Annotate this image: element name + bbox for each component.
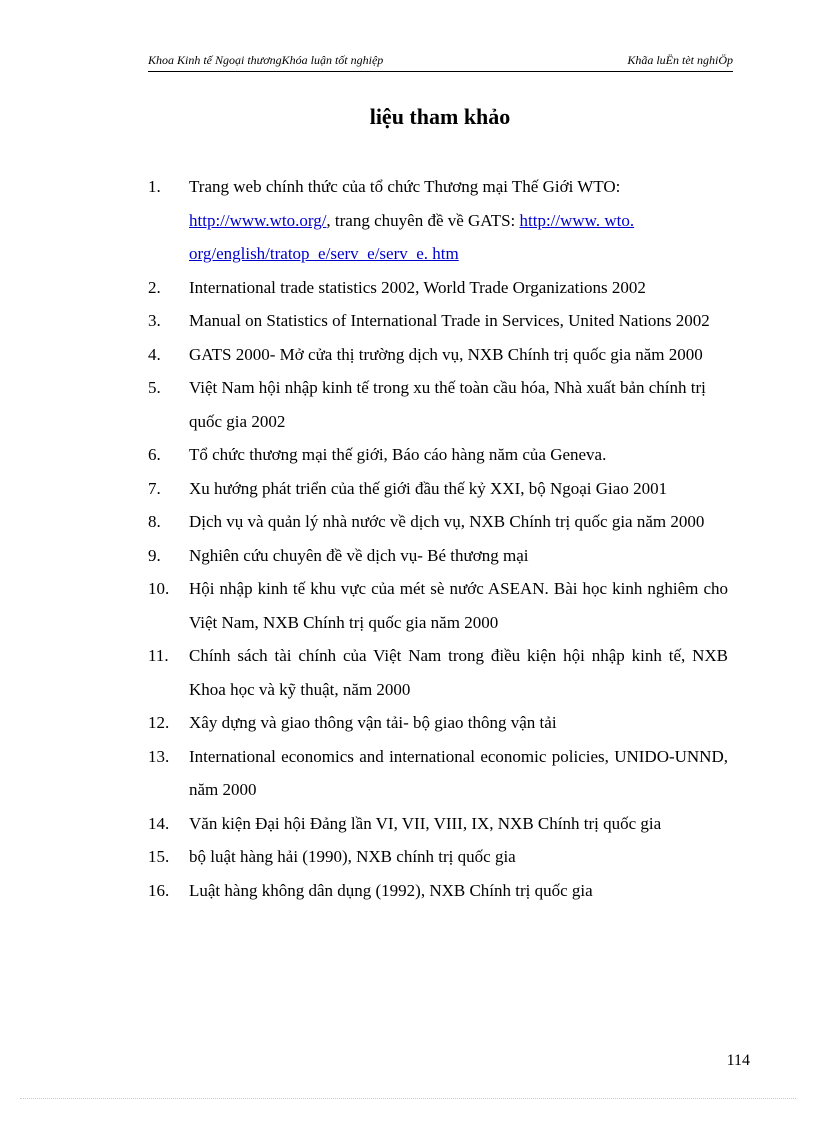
footer-divider [20, 1098, 796, 1099]
reference-text: Hội nhập kinh tế khu vực của mét sè nước ASEAN. Bài học kinh nghiêm cho Việt Nam, NXB Chính trị quốc gia năm 2000 [189, 579, 728, 632]
reference-text: Nghiên cứu chuyên đề về dịch vụ- Bé thương mại [189, 545, 529, 565]
header-right-text: Khãa luËn tèt nghiÖp [627, 53, 733, 67]
reference-number: 13. [148, 746, 170, 766]
reference-number: 2. [148, 277, 161, 297]
header-left-text: Khoa Kinh tế Ngoại thươngKhóa luận tốt nghiệp [148, 53, 384, 67]
reference-item [148, 639, 728, 706]
reference-text-part: , trang chuyên đề về GATS: [326, 210, 520, 230]
reference-text: Xây dựng và giao thông vận tải- bộ giao thông vận tải [189, 713, 557, 732]
reference-number: 9. [148, 545, 161, 565]
reference-number: 11. [148, 646, 169, 665]
reference-number: 4. [148, 344, 161, 364]
reference-number: 15. [148, 847, 170, 866]
reference-item [148, 505, 728, 539]
reference-item [148, 740, 728, 807]
gats-link[interactable]: http://www. wto. org/english/tratop_e/serv_e/serv_e. htm [189, 210, 635, 263]
reference-text: Chính sách tài chính của Việt Nam trong điều kiện hội nhập kinh tế, NXB Khoa học và kỹ thuật, năm 2000 [189, 646, 728, 699]
reference-item [148, 170, 728, 271]
reference-text: Dịch vụ và quản lý nhà nước về dịch vụ, NXB Chính trị quốc gia năm 2000 [189, 512, 705, 531]
reference-item [148, 840, 728, 874]
reference-number: 1. [148, 177, 161, 196]
reference-number: 3. [148, 311, 161, 330]
reference-text: Xu hướng phát triển của thế giới đầu thế kỷ XXI, bộ Ngoại Giao 2001 [189, 478, 668, 498]
reference-item [148, 572, 728, 639]
reference-item [148, 472, 728, 506]
reference-item [148, 706, 728, 740]
reference-item [148, 874, 728, 908]
reference-item [148, 807, 728, 841]
reference-text: bộ luật hàng hải (1990), NXB chính trị quốc gia [189, 847, 516, 866]
reference-text-part: Trang web chính thức của tổ chức Thương mại Thế Giới WTO: [189, 177, 621, 196]
reference-number: 12. [148, 713, 170, 732]
reference-item [148, 438, 728, 472]
reference-number: 6. [148, 445, 161, 464]
reference-number: 14. [148, 813, 170, 833]
page-title: liệu tham khảo [369, 104, 511, 129]
page-number: 114 [726, 1052, 750, 1069]
reference-number: 7. [148, 478, 161, 498]
reference-number: 5. [148, 378, 161, 397]
reference-number: 10. [148, 579, 170, 598]
reference-text: Manual on Statistics of International Trade in Services, United Nations 2002 [189, 311, 710, 330]
reference-number: 16. [148, 880, 170, 900]
reference-text [189, 170, 728, 271]
running-header [148, 53, 733, 72]
reference-text: GATS 2000- Mở cửa thị trường dịch vụ, NXB Chính trị quốc gia năm 2000 [189, 344, 703, 364]
reference-text: Tổ chức thương mại thế giới, Báo cáo hàng năm của Geneva. [189, 445, 607, 464]
reference-text: Văn kiện Đại hội Đảng lần VI, VII, VIII, IX, NXB Chính trị quốc gia [189, 813, 662, 833]
reference-list [148, 170, 728, 907]
reference-item [148, 539, 728, 573]
reference-number: 8. [148, 512, 161, 531]
reference-item [148, 271, 728, 305]
reference-text: Việt Nam hội nhập kinh tế trong xu thế toàn cầu hóa, Nhà xuất bản chính trị quốc gia 2002 [189, 378, 706, 431]
reference-item [148, 338, 728, 372]
wto-link[interactable]: http://www.wto.org/ [189, 210, 327, 230]
reference-item [148, 371, 728, 438]
reference-text: International economics and international economic policies, UNIDO-UNND, năm 2000 [189, 746, 728, 799]
reference-text: International trade statistics 2002, World Trade Organizations 2002 [189, 277, 646, 297]
reference-text: Luật hàng không dân dụng (1992), NXB Chính trị quốc gia [189, 880, 593, 900]
reference-item [148, 304, 728, 338]
